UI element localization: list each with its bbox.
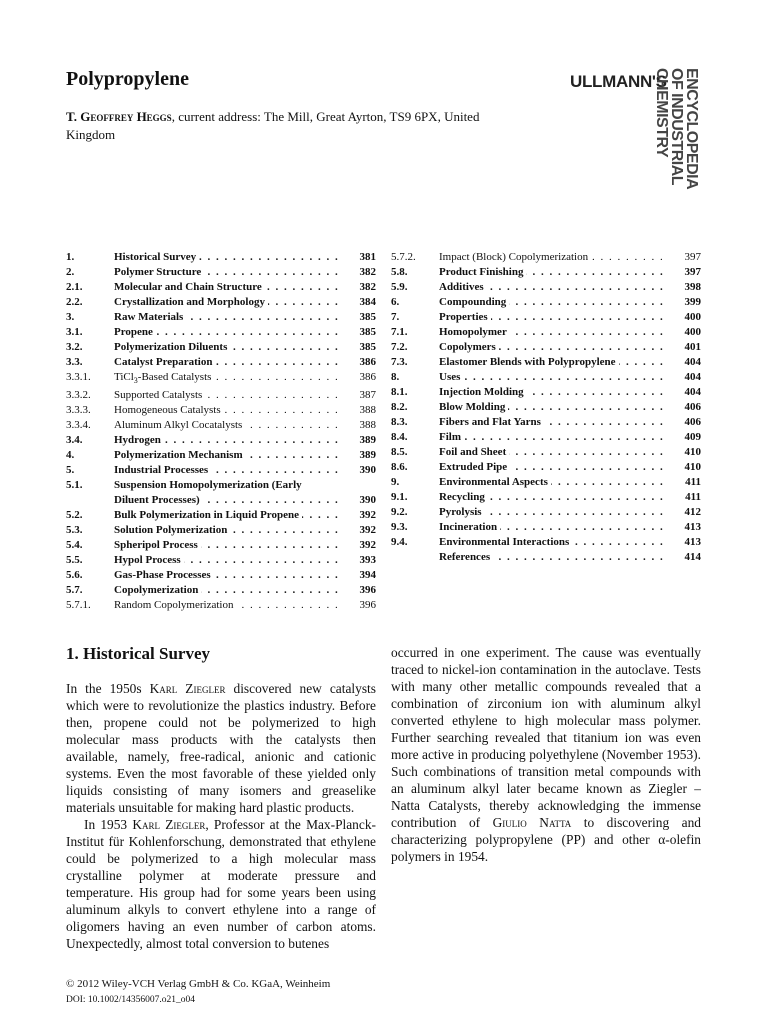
paragraph-2-continued: occurred in one experiment. The cause was eventually traced to nickel-ion contamination in the autoclave. Tests with many other metallic compounds revealed that a combination of zirconium ion with aluminum alkyl converted ethylene to high molecular mass polymer. Further searching revealed that titanium ion was even more active in producing polyethylene (November 1953). Such combinations of transition metal compounds with an aluminum alkyl later became known as Ziegler – Natta Catalysts, thereby acknowledging the immense contribution of Giulio Natta to discovering and characterizing polypropylene (PP) and other α-olefin polymers in 1954.	[391, 645, 701, 864]
toc-title: Extruded Pipe . . .	[439, 460, 667, 475]
toc-entry[interactable]	[66, 493, 376, 508]
toc-entry[interactable]	[66, 388, 376, 403]
toc-title: Polymer Structure . . .	[114, 265, 342, 280]
toc-page-number: 411	[667, 475, 701, 490]
toc-entry[interactable]	[391, 385, 701, 400]
toc-entry[interactable]	[391, 280, 701, 295]
toc-number: 9.2.	[391, 506, 408, 518]
toc-page-number: 398	[667, 280, 701, 295]
toc-page-number: 404	[667, 370, 701, 385]
ullmanns-logo	[570, 68, 700, 190]
toc-title: Hydrogen . . .	[114, 433, 342, 448]
author-name: T. Geoffrey Heggs	[66, 109, 172, 124]
toc-number: 3.3.	[66, 356, 83, 368]
toc-entry[interactable]	[66, 568, 376, 583]
toc-page-number: 397	[667, 265, 701, 280]
toc-entry[interactable]	[391, 295, 701, 310]
body-column-right	[391, 644, 701, 865]
toc-number: 5.1.	[66, 479, 83, 492]
toc-title: Industrial Processes . . .	[114, 463, 342, 478]
toc-title: Compounding . . .	[439, 295, 667, 310]
logo-line-3: CHEMISTRY	[653, 68, 670, 158]
toc-entry[interactable]	[66, 370, 376, 388]
toc-entry[interactable]	[66, 508, 376, 523]
toc-page-number: 413	[667, 520, 701, 535]
toc-entry[interactable]	[66, 478, 376, 493]
toc-title: Environmental Interactions . . .	[439, 535, 667, 550]
toc-title: Crystallization and Morphology . . .	[114, 295, 342, 310]
toc-entry[interactable]	[391, 325, 701, 340]
toc-number: 5.7.1.	[66, 599, 91, 612]
toc-page-number: 410	[667, 460, 701, 475]
toc-page-number: 386	[342, 355, 376, 370]
toc-entry[interactable]	[391, 400, 701, 415]
toc-number: 5.7.2.	[391, 251, 416, 263]
toc-page-number: 394	[342, 568, 376, 583]
toc-number: 8.	[391, 371, 400, 383]
person-name: Giulio Natta	[492, 815, 572, 830]
toc-number: 8.3.	[391, 416, 408, 428]
body-column-left	[66, 680, 376, 952]
toc-page-number: 400	[667, 310, 701, 325]
toc-page-number: 410	[667, 445, 701, 460]
toc-number: 7.3.	[391, 356, 408, 368]
toc-title: Aluminum Alkyl Cocatalysts . . .	[114, 418, 342, 433]
toc-number: 3.2.	[66, 341, 83, 353]
toc-number: 8.4.	[391, 431, 408, 443]
toc-page-number: 411	[667, 490, 701, 505]
toc-number: 5.3.	[66, 524, 83, 537]
section-heading: 1. Historical Survey	[66, 644, 211, 663]
toc-page-number: 382	[342, 265, 376, 280]
toc-page-number: 384	[342, 295, 376, 310]
toc-title: Raw Materials . . .	[114, 310, 342, 325]
toc-page-number: 406	[667, 415, 701, 430]
paragraph-2: In 1953 Karl Ziegler, Professor at the Max-Planck-Institut für Kohlenforschung, demonstrated that ethylene could be polymerized to a high molecular mass crystalline polymer at moderate pressure and temperature. His group had for some years been using aluminum alkyls to convert ethylene into a range of oligomers having an even number of carbon atoms. Unexpectedly, almost total conversion to butenes	[66, 817, 376, 951]
table-of-contents-right	[391, 250, 701, 565]
toc-page-number: 392	[342, 538, 376, 553]
logo-line-2: OF INDUSTRIAL	[668, 68, 685, 186]
toc-number: 5.8.	[391, 266, 408, 278]
author-affiliation: , current address: The Mill, Great Ayrton, TS9 6PX, United Kingdom	[66, 109, 480, 142]
toc-page-number: 396	[342, 598, 376, 613]
toc-number: 3.4.	[66, 434, 83, 447]
table-of-contents-left	[66, 250, 376, 613]
toc-entry[interactable]	[391, 460, 701, 475]
toc-title: Uses . . .	[439, 370, 667, 385]
toc-entry[interactable]	[391, 550, 701, 565]
toc-page-number: 390	[342, 463, 376, 478]
toc-number: 3.3.3.	[66, 404, 91, 417]
toc-page-number: 386	[342, 370, 376, 385]
toc-title: Polymerization Diluents . . .	[114, 340, 342, 355]
toc-page-number: 393	[342, 553, 376, 568]
toc-page-number: 385	[342, 325, 376, 340]
toc-number: 5.7.	[66, 584, 83, 597]
toc-title: Recycling . . .	[439, 490, 667, 505]
toc-entry[interactable]	[66, 310, 376, 325]
toc-title: Injection Molding . . .	[439, 385, 667, 400]
toc-number: 3.	[66, 311, 75, 323]
toc-number: 8.6.	[391, 461, 408, 473]
toc-page-number: 406	[667, 400, 701, 415]
toc-entry[interactable]	[66, 583, 376, 598]
logo-vertical-text	[654, 68, 699, 198]
toc-title: Historical Survey . . .	[114, 250, 342, 265]
toc-entry[interactable]	[391, 475, 701, 490]
toc-page-number: 404	[667, 385, 701, 400]
toc-page-number: 397	[667, 250, 701, 265]
toc-page-number: 388	[342, 403, 376, 418]
toc-page-number: 400	[667, 325, 701, 340]
toc-entry[interactable]	[66, 340, 376, 355]
toc-title: Polymerization Mechanism . . .	[114, 448, 342, 463]
toc-title: Random Copolymerization . . .	[114, 598, 342, 613]
toc-page-number: 404	[667, 355, 701, 370]
toc-page-number: 399	[667, 295, 701, 310]
toc-number: 2.2.	[66, 296, 83, 308]
toc-number: 9.3.	[391, 521, 408, 533]
toc-number: 7.2.	[391, 341, 408, 353]
toc-page-number: 382	[342, 280, 376, 295]
toc-title: Suspension Homopolymerization (Early	[114, 478, 342, 493]
toc-number: 8.1.	[391, 386, 408, 398]
toc-number: 9.	[391, 476, 400, 488]
toc-title: Environmental Aspects . . .	[439, 475, 667, 490]
toc-title: Supported Catalysts . . .	[114, 388, 342, 403]
toc-entry[interactable]	[66, 295, 376, 310]
toc-title: Copolymers . . .	[439, 340, 667, 355]
page-footer	[66, 976, 330, 1008]
toc-number: 2.1.	[66, 281, 83, 293]
toc-number: 3.1.	[66, 326, 83, 338]
toc-entry[interactable]	[66, 418, 376, 433]
toc-entry[interactable]	[66, 448, 376, 463]
toc-entry[interactable]	[66, 598, 376, 613]
toc-page-number: 389	[342, 433, 376, 448]
toc-entry[interactable]	[66, 250, 376, 265]
doi: DOI: 10.1002/14356007.o21_o04	[66, 995, 196, 1005]
toc-entry[interactable]	[391, 310, 701, 325]
toc-number: 6.	[391, 296, 400, 308]
toc-entry[interactable]	[391, 535, 701, 550]
toc-entry[interactable]	[66, 280, 376, 295]
author-line	[66, 108, 526, 144]
toc-title: References . . .	[439, 550, 667, 565]
toc-title: Hypol Process . . .	[114, 553, 342, 568]
toc-entry[interactable]	[391, 355, 701, 370]
toc-title: Additives . . .	[439, 280, 667, 295]
toc-page-number: 381	[342, 250, 376, 265]
toc-number: 7.1.	[391, 326, 408, 338]
toc-title: Elastomer Blends with Polypropylene . . .	[439, 355, 667, 370]
toc-page-number: 390	[342, 493, 376, 508]
toc-entry[interactable]	[391, 520, 701, 535]
toc-title: Properties . . .	[439, 310, 667, 325]
toc-entry[interactable]	[66, 355, 376, 370]
person-name: Karl Ziegler	[132, 817, 206, 832]
toc-title: Foil and Sheet . . .	[439, 445, 667, 460]
toc-entry[interactable]	[391, 370, 701, 385]
toc-page-number: 392	[342, 508, 376, 523]
toc-number: 8.5.	[391, 446, 408, 458]
toc-number: 9.1.	[391, 491, 408, 503]
article-title: Polypropylene	[66, 68, 189, 90]
toc-number: 5.2.	[66, 509, 83, 522]
toc-title: Product Finishing . . .	[439, 265, 667, 280]
toc-entry[interactable]	[391, 430, 701, 445]
toc-page-number: 385	[342, 340, 376, 355]
toc-title: Impact (Block) Copolymerization . . .	[439, 250, 667, 265]
toc-title: Film . . .	[439, 430, 667, 445]
toc-number: 3.3.2.	[66, 389, 91, 402]
toc-entry[interactable]	[391, 445, 701, 460]
toc-number: 3.3.1.	[66, 371, 91, 383]
toc-number: 2.	[66, 266, 75, 278]
copyright: © 2012 Wiley-VCH Verlag GmbH & Co. KGaA, Weinheim	[66, 978, 331, 990]
toc-number: 1.	[66, 251, 75, 263]
toc-number: 7.	[391, 311, 400, 323]
toc-title: Homogeneous Catalysts . . .	[114, 403, 342, 418]
toc-entry[interactable]	[66, 325, 376, 340]
toc-number: 5.5.	[66, 554, 83, 567]
logo-line-1: ENCYCLOPEDIA	[683, 68, 700, 190]
toc-title: Gas-Phase Processes . . .	[114, 568, 342, 583]
toc-page-number: 392	[342, 523, 376, 538]
toc-number: 5.6.	[66, 569, 83, 582]
toc-title: Catalyst Preparation . . .	[114, 355, 342, 370]
toc-page-number: 414	[667, 550, 701, 565]
toc-entry[interactable]	[66, 433, 376, 448]
toc-title: Pyrolysis . . .	[439, 505, 667, 520]
toc-title: Bulk Polymerization in Liquid Propene . . .	[114, 508, 342, 523]
toc-entry[interactable]	[66, 538, 376, 553]
toc-title: Incineration . . .	[439, 520, 667, 535]
toc-entry[interactable]	[66, 523, 376, 538]
toc-number: 8.2.	[391, 401, 408, 413]
toc-title: Blow Molding . . .	[439, 400, 667, 415]
toc-entry[interactable]	[66, 403, 376, 418]
toc-title: Spheripol Process . . .	[114, 538, 342, 553]
toc-entry[interactable]	[391, 415, 701, 430]
toc-page-number: 413	[667, 535, 701, 550]
toc-title: Copolymerization . . .	[114, 583, 342, 598]
toc-entry[interactable]	[66, 265, 376, 280]
toc-title: TiCl$_3$-Based Catalysts . . .	[114, 370, 342, 388]
toc-entry[interactable]	[391, 490, 701, 505]
toc-page-number: 389	[342, 448, 376, 463]
toc-entry[interactable]	[66, 553, 376, 568]
toc-page-number: 388	[342, 418, 376, 433]
toc-entry[interactable]	[391, 340, 701, 355]
toc-entry[interactable]	[391, 505, 701, 520]
toc-page-number: 396	[342, 583, 376, 598]
toc-number: 4.	[66, 449, 75, 462]
toc-entry[interactable]	[66, 463, 376, 478]
toc-number: 9.4.	[391, 536, 408, 548]
toc-number: 5.9.	[391, 281, 408, 293]
person-name: Karl Ziegler	[149, 681, 226, 696]
toc-title: Solution Polymerization . . .	[114, 523, 342, 538]
toc-entry[interactable]	[391, 265, 701, 280]
toc-number: 5.	[66, 464, 75, 477]
toc-page-number: 385	[342, 310, 376, 325]
toc-number: 3.3.4.	[66, 419, 91, 432]
toc-title: Fibers and Flat Yarns . . .	[439, 415, 667, 430]
toc-title: Propene . . .	[114, 325, 342, 340]
toc-entry[interactable]	[391, 250, 701, 265]
toc-page-number: 401	[667, 340, 701, 355]
toc-title: Diluent Processes) . . .	[114, 493, 342, 508]
logo-main-text: ULLMANN'S	[570, 72, 667, 91]
paragraph-1: In the 1950s Karl Ziegler discovered new catalysts which were to revolutionize the plastics industry. Before then, propene could not be polymerized to high molecular mass products with the catalysts then available, namely, free-radical, anionic and cationic systems. Even the most favorable of these yielded only liquids consisting of many isomers and greaselike materials unsuitable for making hard plastic products.	[66, 681, 376, 815]
toc-page-number: 387	[342, 388, 376, 403]
toc-title: Homopolymer . . .	[439, 325, 667, 340]
toc-title: Molecular and Chain Structure . . .	[114, 280, 342, 295]
toc-page-number: 409	[667, 430, 701, 445]
toc-number: 5.4.	[66, 539, 83, 552]
toc-page-number: 412	[667, 505, 701, 520]
